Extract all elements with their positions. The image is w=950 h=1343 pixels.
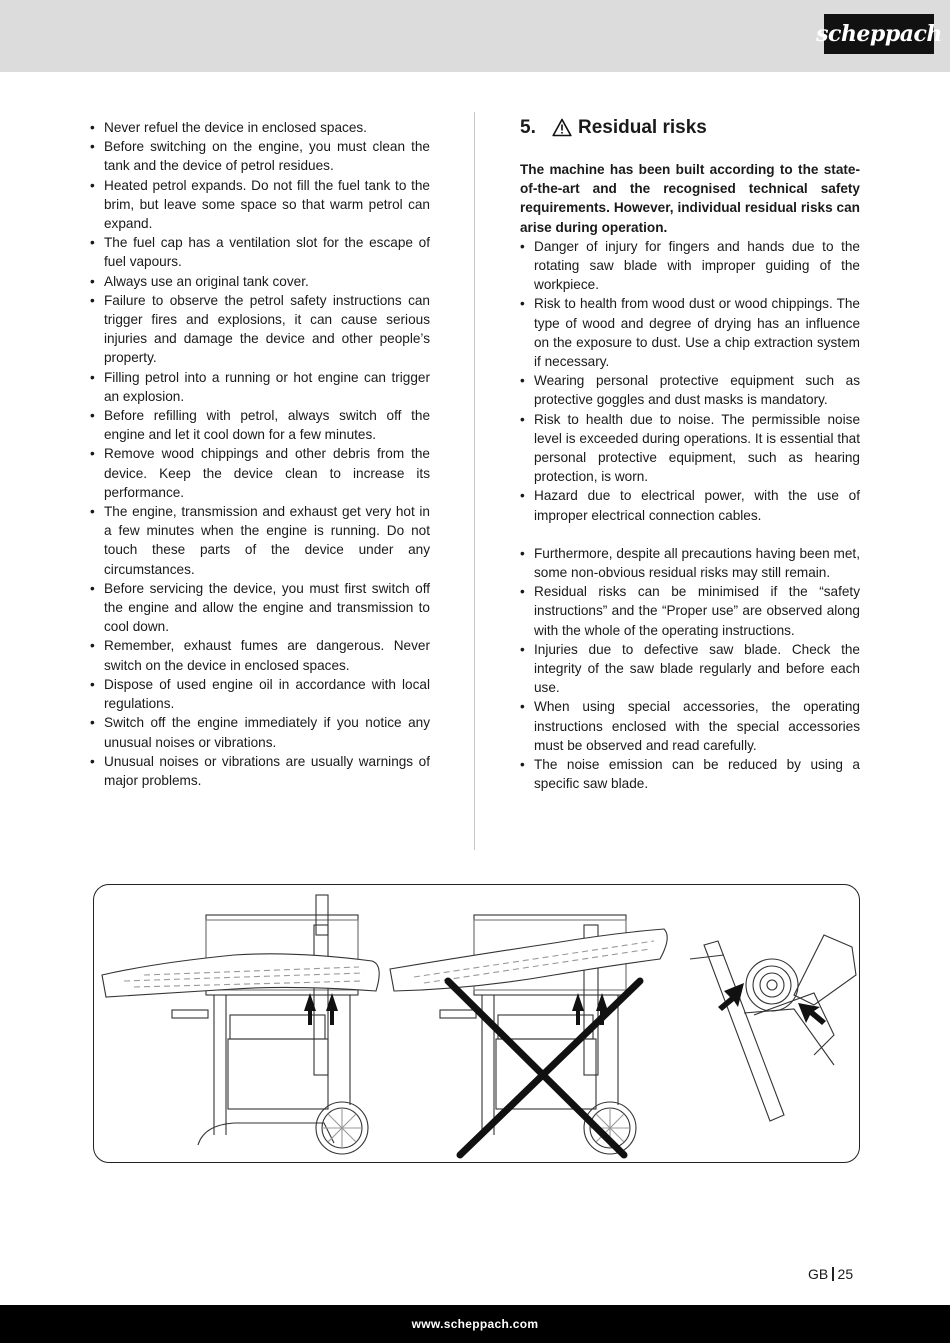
residual-risk-list-continued (520, 544, 860, 794)
page-number (808, 1266, 853, 1282)
section-title: Residual risks (578, 117, 707, 139)
safety-bullet-item: • The fuel cap has a ventilation slot for the escape of fuel vapours. (90, 233, 430, 271)
safety-bullet-item: • Before switching on the engine, you must clean the tank and the device of petrol residues. (90, 137, 430, 175)
safety-bullet-item: • Dispose of used engine oil in accordance with local regulations. (90, 675, 430, 713)
safety-bullet-item: • Switch off the engine immediately if you notice any unusual noises or vibrations. (90, 713, 430, 751)
section-heading (520, 118, 860, 138)
round-log-cradle-icon (690, 935, 856, 1121)
safety-bullet-item: • Before servicing the device, you must first switch off the engine and allow the engine and transmission to cool down. (90, 579, 430, 637)
residual-risk-item: • When using special accessories, the operating instructions enclosed with the special accessories must be observed and read carefully. (520, 697, 860, 755)
usage-illustration (93, 884, 860, 1163)
residual-risk-item: • Furthermore, despite all precautions having been met, some non-obvious residual risks may still remain. (520, 544, 860, 582)
safety-bullet-item: • Filling petrol into a running or hot engine can trigger an explosion. (90, 368, 430, 406)
page-number-separator (832, 1267, 833, 1281)
region-code: GB (808, 1266, 829, 1282)
section-number: 5. (520, 117, 536, 139)
footer-band (0, 1305, 950, 1343)
safety-bullet-item: • Failure to observe the petrol safety instructions can trigger fires and explosions, it can cause serious injuries and damage the device and other people’s property. (90, 291, 430, 368)
residual-risk-item: • Wearing personal protective equipment such as protective goggles and dust masks is mandatory. (520, 371, 860, 409)
website-link[interactable]: www.scheppach.com (411, 1317, 539, 1331)
saw-correct-use-icon (102, 895, 379, 1154)
safety-bullet-item: • Heated petrol expands. Do not fill the fuel tank to the brim, but leave some space so that warm petrol can expand. (90, 176, 430, 234)
warning-triangle-icon (552, 118, 574, 138)
safety-bullet-item: • Never refuel the device in enclosed spaces. (90, 118, 430, 137)
safety-bullet-item: • Before refilling with petrol, always switch off the engine and let it cool down for a few minutes. (90, 406, 430, 444)
page-number-value: 25 (837, 1266, 854, 1282)
residual-risk-item: • Residual risks can be minimised if the “safety instructions” and the “Proper use” are observed along with the whole of the operating instructions. (520, 582, 860, 640)
residual-risk-item: • Hazard due to electrical power, with the use of improper electrical connection cables. (520, 486, 860, 524)
safety-bullet-item: • Unusual noises or vibrations are usually warnings of major problems. (90, 752, 430, 790)
residual-risk-list (520, 237, 860, 525)
safety-bullet-item: • Remove wood chippings and other debris from the device. Keep the device clean to increase its performance. (90, 444, 430, 502)
right-column (520, 118, 860, 794)
residual-risk-item: • Risk to health from wood dust or wood chippings. The type of wood and degree of drying has an influence on the exposure to dust. Use a chip extraction system if necessary. (520, 294, 860, 371)
safety-bullet-item: • Always use an original tank cover. (90, 272, 430, 291)
residual-risk-item: • The noise emission can be reduced by using a specific saw blade. (520, 755, 860, 793)
safety-bullet-item: • Remember, exhaust fumes are dangerous. Never switch on the device in enclosed spaces. (90, 636, 430, 674)
safety-bullet-list (90, 118, 430, 790)
saw-incorrect-use-icon (390, 915, 667, 1154)
header-band (0, 0, 950, 72)
safety-bullet-item: • The engine, transmission and exhaust get very hot in a few minutes when the engine is running. Do not touch these parts of the device under any circumstances. (90, 502, 430, 579)
left-column (90, 118, 430, 790)
residual-risk-item: • Danger of injury for fingers and hands due to the rotating saw blade with improper guiding of the workpiece. (520, 237, 860, 295)
column-divider (474, 112, 475, 850)
residual-risk-item: • Injuries due to defective saw blade. Check the integrity of the saw blade regularly and before each use. (520, 640, 860, 698)
section-intro: The machine has been built according to the state-of-the-art and the recognised technical safety requirements. However, individual residual risks can arise during operation. (520, 162, 860, 235)
brand-logo[interactable]: scheppach (824, 14, 934, 54)
residual-risk-item: • Risk to health due to noise. The permissible noise level is exceeded during operations. It is essential that personal protective equipment, such as hearing protection, is worn. (520, 410, 860, 487)
